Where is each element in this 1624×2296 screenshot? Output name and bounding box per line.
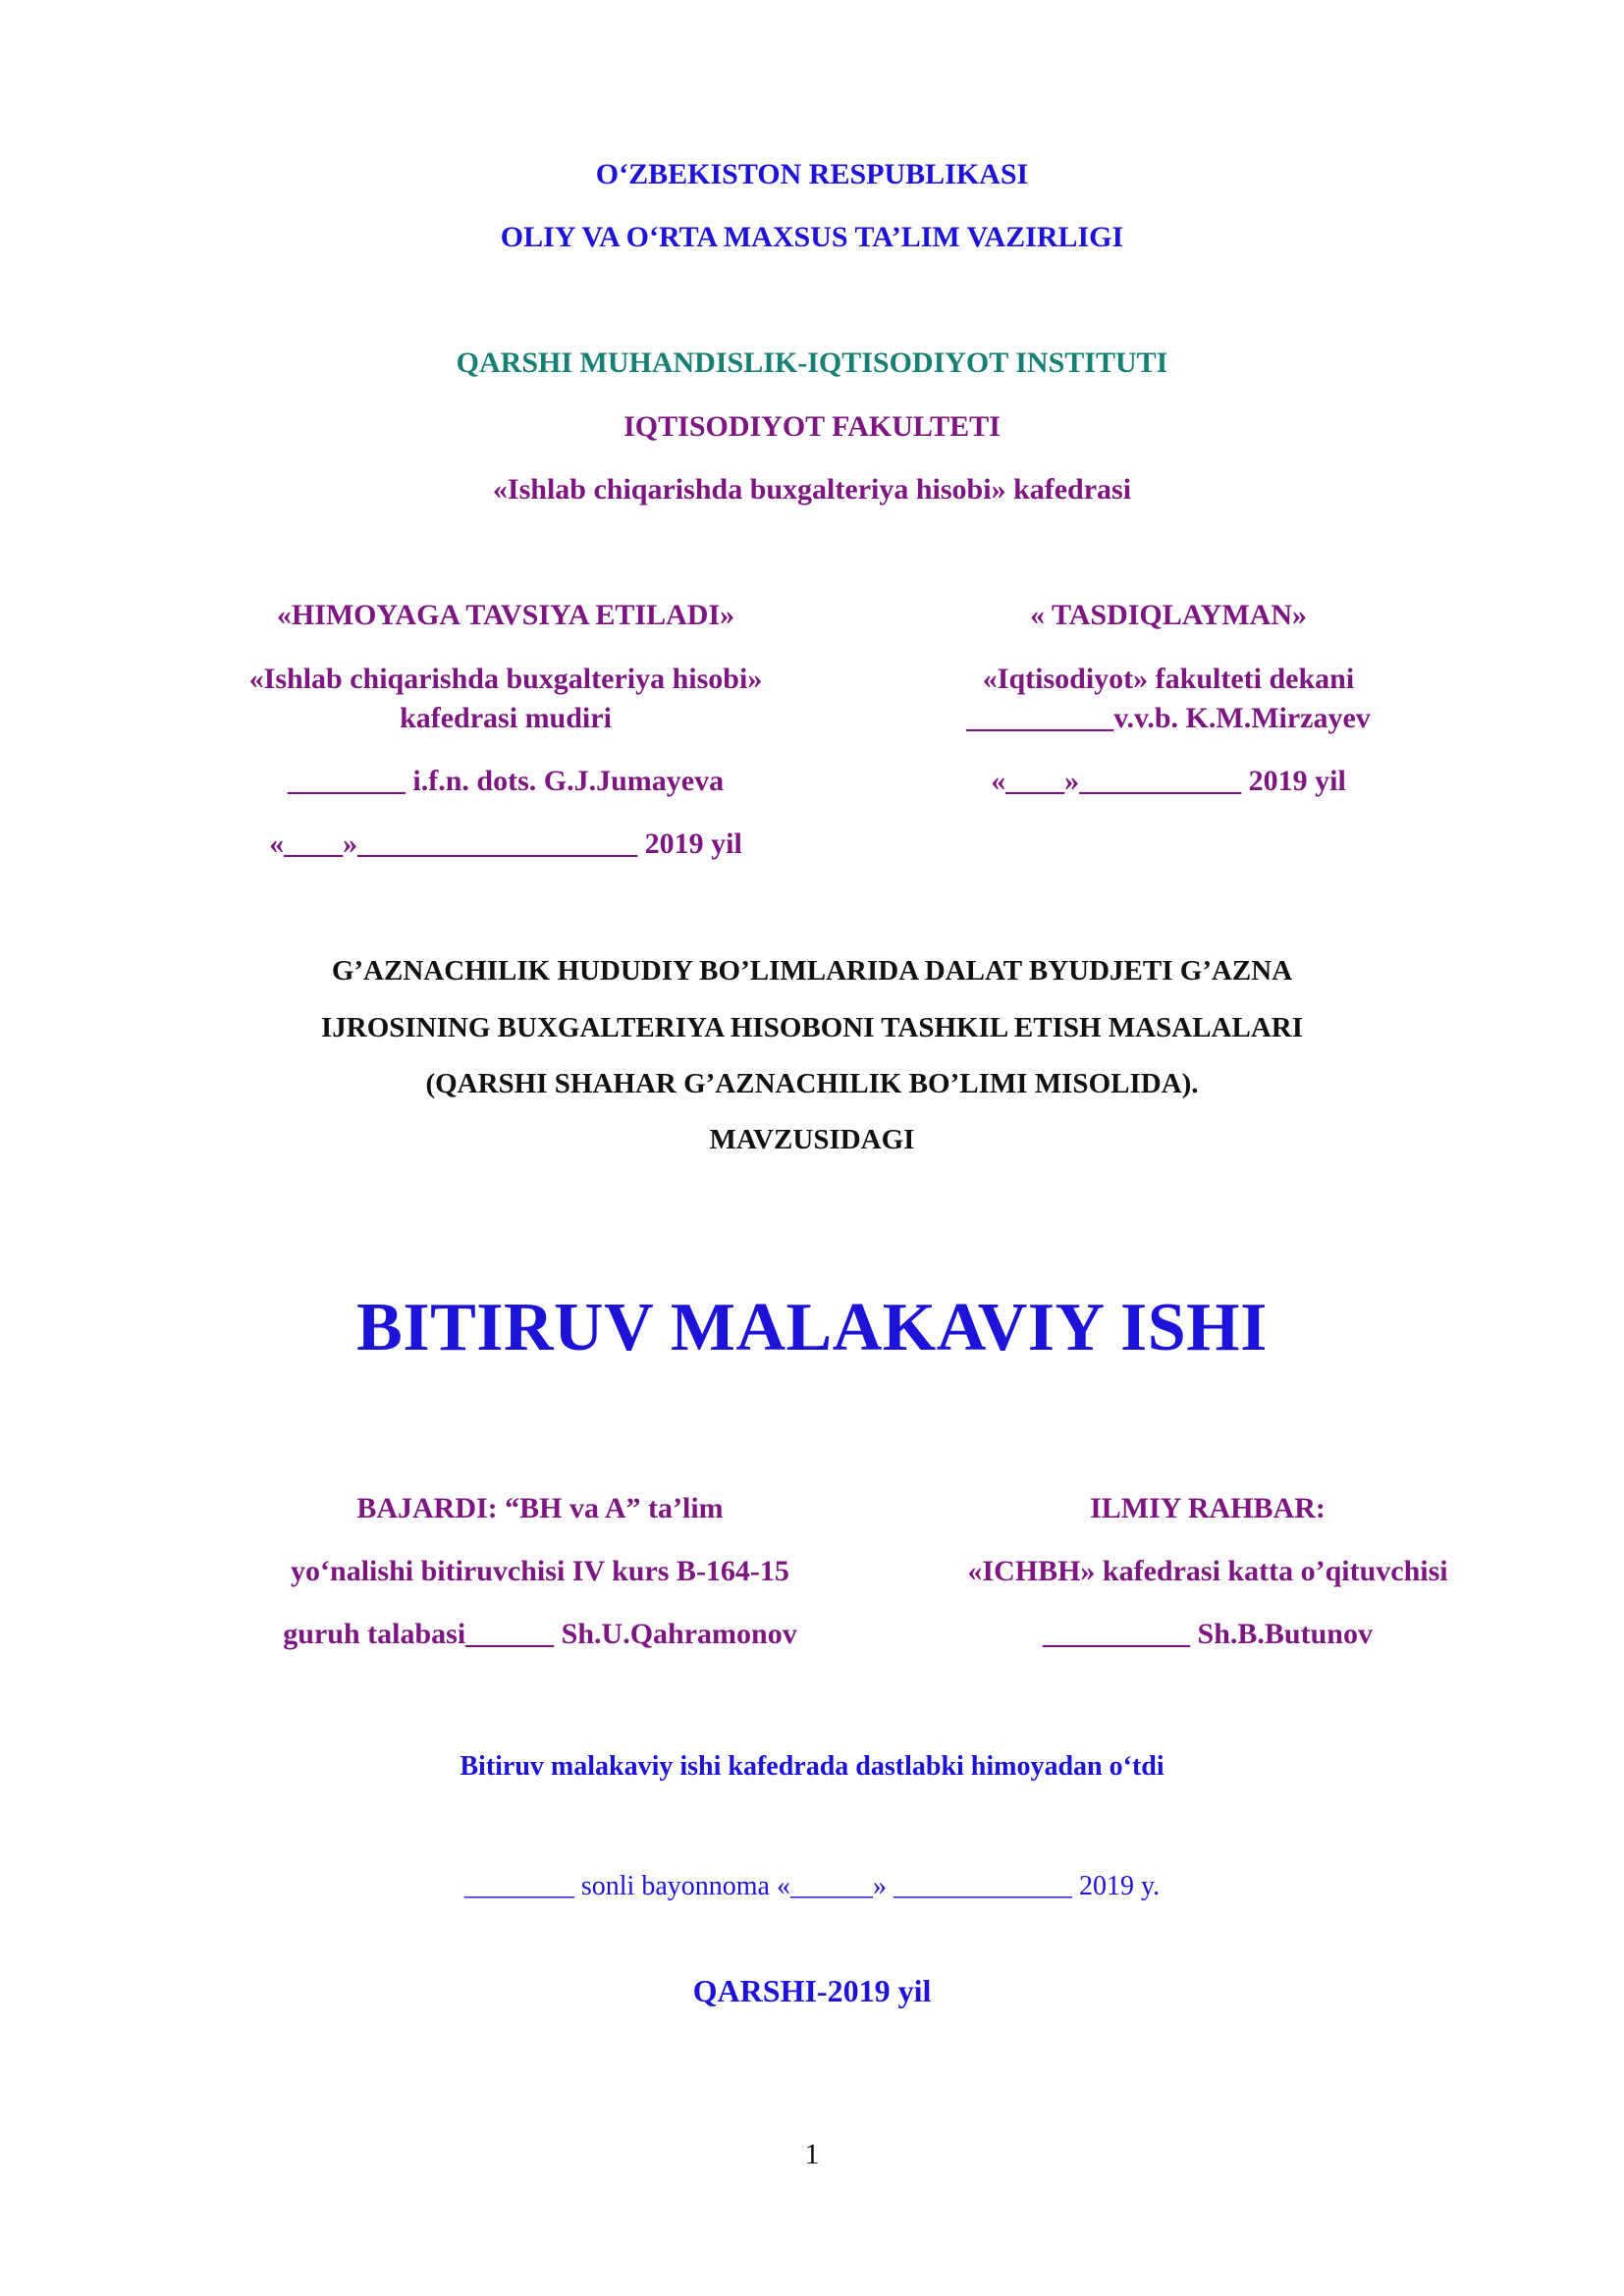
topic-line-4: MAVZUSIDAGI (709, 1124, 915, 1155)
supervisor-line-3: __________ Sh.B.Butunov (1043, 1618, 1373, 1650)
page-number: 1 (804, 2138, 820, 2170)
supervisor-line-2: «ICHBH» kafedrasi katta o’qituvchisi (967, 1555, 1448, 1587)
defense-note: Bitiruv malakaviy ishi kafedrada dastlabki himoyadan o‘tdi (460, 1751, 1164, 1782)
protocol-line: ________ sonli bayonnoma «______» _____________ 2019 y. (463, 1871, 1161, 1901)
city-year: QARSHI-2019 yil (692, 1973, 932, 2008)
republic-heading: O‘ZBEKISTON RESPUBLIKASI (595, 158, 1029, 190)
dean-date: «____»___________ 2019 yil (991, 765, 1346, 797)
department-head-line2: kafedrasi mudiri (400, 702, 612, 734)
supervisor-line-1: ILMIY RAHBAR: (1090, 1492, 1326, 1524)
dean-line1: «Iqtisodiyot» fakulteti dekani (982, 663, 1355, 695)
author-line-3: guruh talabasi______ Sh.U.Qahramonov (283, 1618, 797, 1650)
faculty-heading: IQTISODIYOT FAKULTETI (623, 410, 1001, 443)
department-head-date: «____»___________________ 2019 yil (269, 828, 742, 860)
department-heading: «Ishlab chiqarishda buxgalteriya hisobi» kafedrasi (492, 473, 1132, 506)
approve-title: « TASDIQLAYMAN» (1030, 599, 1307, 631)
institute-heading: QARSHI MUHANDISLIK-IQTISODIYOT INSTITUTI (456, 347, 1168, 379)
work-title: BITIRUV MALAKAVIY ISHI (356, 1290, 1268, 1365)
topic-line-3: (QARSHI SHAHAR G’AZNACHILIK BO’LIMI MISOLIDA). (425, 1068, 1199, 1099)
department-head-line1: «Ishlab chiqarishda buxgalteriya hisobi» (248, 663, 763, 695)
topic-line-2: IJROSINING BUXGALTERIYA HISOBONI TASHKIL ETISH MASALALARI (320, 1012, 1303, 1043)
department-head-signature: ________ i.f.n. dots. G.J.Jumayeva (287, 765, 725, 797)
topic-line-1: G’AZNACHILIK HUDUDIY BO’LIMLARIDA DALAT BYUDJETI G’AZNA (331, 955, 1293, 987)
dean-signature: __________v.v.b. K.M.Mirzayev (966, 702, 1371, 734)
ministry-heading: OLIY VA O‘RTA MAXSUS TA’LIM VAZIRLIGI (500, 221, 1124, 253)
recommend-title: «HIMOYAGA TAVSIYA ETILADI» (276, 599, 735, 631)
author-line-2: yo‘nalishi bitiruvchisi IV kurs B-164-15 (291, 1555, 789, 1587)
author-line-1: BAJARDI: “BH va A” ta’lim (356, 1492, 724, 1524)
